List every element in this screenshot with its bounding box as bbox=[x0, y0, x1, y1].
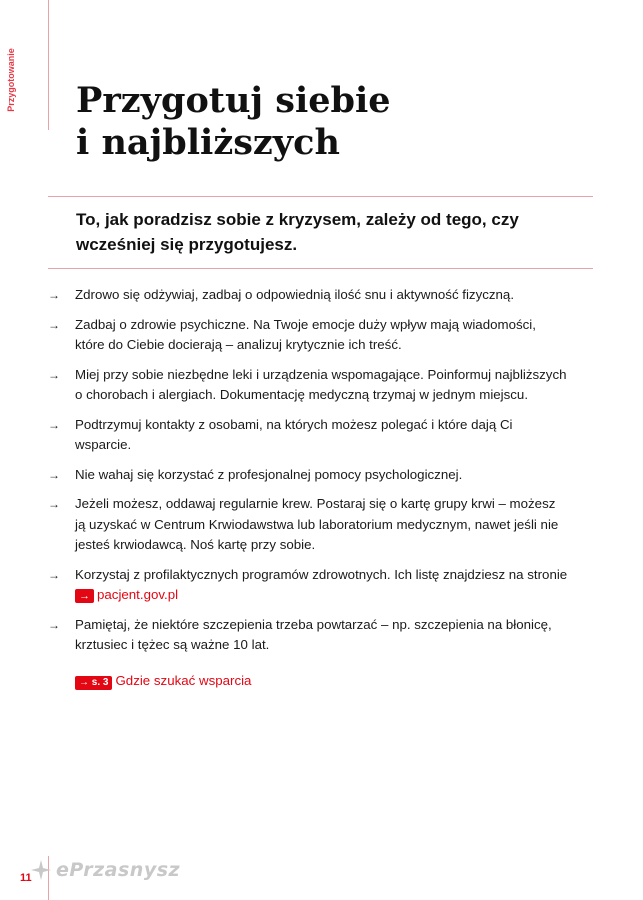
list-item-text: Miej przy sobie niezbędne leki i urządzenia wspomagające. Poinformuj najbliższych o chorobach i alergiach. Dokumentację medyczną trzymaj w jednym miejscu. bbox=[75, 366, 567, 402]
left-divider bbox=[48, 0, 49, 130]
page-title-line-1: Przygotuj siebie bbox=[76, 80, 391, 121]
list-item-text: Zadbaj o zdrowie psychiczne. Na Twoje emocje duży wpływ mają wiadomości, które do Ciebie docierają – analizuj krytycznie ich treść. bbox=[75, 316, 536, 352]
list-item bbox=[48, 494, 568, 556]
arrow-right-icon: → bbox=[48, 417, 60, 432]
arrow-right-icon: → bbox=[48, 567, 60, 582]
list-item bbox=[48, 565, 568, 606]
list-item bbox=[48, 315, 568, 356]
page-title-line-2: i najbliższych bbox=[76, 122, 340, 163]
list-item bbox=[48, 365, 568, 406]
list-item-text: Podtrzymuj kontakty z osobami, na których możesz polegać i które dają Ci wsparcie. bbox=[75, 416, 513, 452]
list-item bbox=[48, 465, 568, 486]
tips-list bbox=[48, 285, 568, 665]
section-label bbox=[4, 40, 18, 120]
watermark-text: ePrzasnysz bbox=[56, 859, 181, 881]
arrow-right-icon: → bbox=[48, 367, 60, 382]
list-item-text: Jeżeli możesz, oddawaj regularnie krew. Postaraj się o kartę grupy krwi – możesz ją uzyskać w Centrum Krwiodawstwa lub laboratorium medycznym, nawet jeśli nie jesteś krwiodawcą. Noś kartę przy sobie. bbox=[75, 496, 559, 552]
arrow-right-icon: → bbox=[48, 497, 60, 511]
list-item bbox=[48, 285, 568, 306]
arrow-right-icon: → bbox=[48, 317, 60, 332]
arrow-right-icon: → bbox=[48, 617, 60, 632]
list-item-text: Zdrowo się odżywiaj, zadbaj o odpowiednią ilość snu i aktywność fizyczną. bbox=[75, 287, 515, 302]
list-item bbox=[48, 615, 568, 656]
list-item-text: Korzystaj z profilaktycznych programów zdrowotnych. Ich listę znajdziesz na stronie bbox=[75, 566, 568, 582]
list-item bbox=[48, 415, 568, 456]
lead-rule bbox=[48, 268, 593, 269]
page-title bbox=[76, 80, 391, 164]
list-item-text: Nie wahaj się korzystać z profesjonalnej pomocy psychologicznej. bbox=[75, 466, 463, 482]
support-reference-text: Gdzie szukać wsparcia bbox=[115, 673, 252, 688]
arrow-right-icon: → bbox=[48, 467, 60, 482]
page-number: 11 bbox=[20, 872, 32, 884]
pacjent-link[interactable] bbox=[75, 587, 178, 602]
page-reference-badge: → s. 3 bbox=[75, 676, 112, 690]
top-rule bbox=[48, 196, 593, 197]
watermark-logo-icon bbox=[30, 859, 52, 881]
link-arrow-icon: → bbox=[75, 589, 94, 603]
section-label-text: Przygotowanie bbox=[6, 48, 16, 112]
arrow-right-icon: → bbox=[48, 288, 60, 302]
support-reference-link[interactable] bbox=[75, 672, 251, 690]
list-item-text: Pamiętaj, że niektóre szczepienia trzeba powtarzać – np. szczepienia na błonicę, krztusiec i tężec są ważne 10 lat. bbox=[75, 616, 552, 652]
watermark bbox=[30, 856, 180, 884]
lead-paragraph: To, jak poradzisz sobie z kryzysem, zależy od tego, czy wcześniej się przygotujesz. bbox=[76, 210, 519, 254]
link-text: pacjent.gov.pl bbox=[97, 587, 179, 602]
